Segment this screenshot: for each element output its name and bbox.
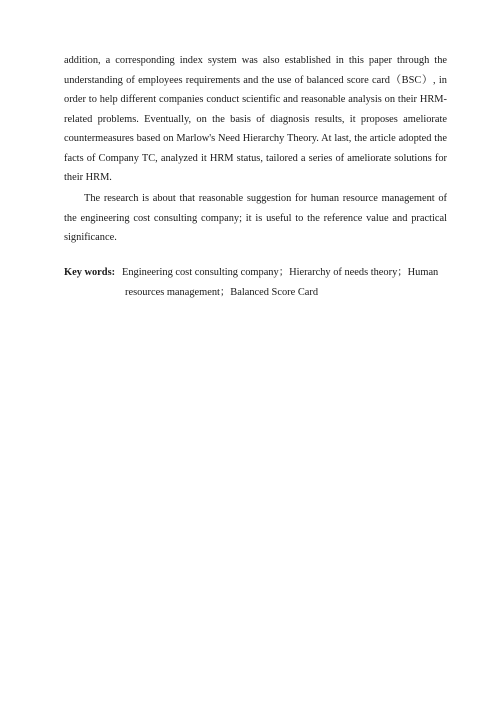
- abstract-paragraph-1: addition, a corresponding index system was also established in this paper through the understanding of employees requirements and the use of balanced score card（BSC）, in order to help different companies conduct scientific and reasonable analysis on their HRM-related problems. Eventually, on the basis of diagnosis results, it proposes ameliorate countermeasures based on Marlow's Need Hierarchy Theory. At last, the article adopted the facts of Company TC, analyzed it HRM status, tailored a series of ameliorate solutions for their HRM.: [64, 55, 447, 183]
- keywords-line-1-row: [64, 263, 447, 283]
- keywords-line-2: resources management；Balanced Score Card: [125, 286, 319, 298]
- abstract-paragraph-2: The research is about that reasonable suggestion for human resource management of the engineering cost consulting company; it is useful to the reference value and practical significance.: [64, 193, 447, 243]
- keywords-label: Key words:: [64, 267, 116, 278]
- keywords-block: [64, 263, 447, 302]
- keywords-line-1: Engineering cost consulting company；Hierarchy of needs theory；Human: [122, 267, 439, 278]
